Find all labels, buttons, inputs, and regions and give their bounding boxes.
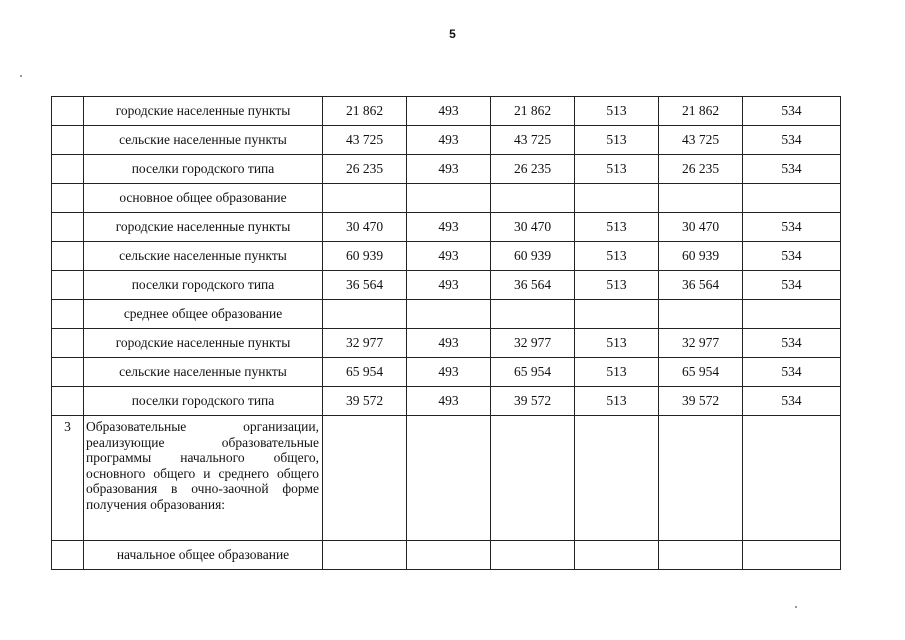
- value-cell-2: [407, 184, 491, 213]
- value-cell-4: 513: [575, 97, 659, 126]
- value-cell-5: [659, 416, 743, 541]
- row-label: городские населенные пункты: [84, 97, 323, 126]
- value-cell-3: 26 235: [491, 155, 575, 184]
- table-row: [52, 126, 841, 155]
- row-number-cell: [52, 126, 84, 155]
- value-cell-3: 65 954: [491, 358, 575, 387]
- value-cell-3: 30 470: [491, 213, 575, 242]
- value-cell-2: [407, 416, 491, 541]
- value-cell-5: 60 939: [659, 242, 743, 271]
- table-row: [52, 242, 841, 271]
- row-number-cell: [52, 329, 84, 358]
- value-cell-1: 26 235: [323, 155, 407, 184]
- row-label: сельские населенные пункты: [84, 126, 323, 155]
- section-number: 3: [52, 416, 84, 541]
- table-row: [52, 271, 841, 300]
- row-label: сельские населенные пункты: [84, 242, 323, 271]
- value-cell-5: 30 470: [659, 213, 743, 242]
- table-row: [52, 213, 841, 242]
- value-cell-6: 534: [743, 126, 841, 155]
- value-cell-3: 43 725: [491, 126, 575, 155]
- row-number-cell: [52, 271, 84, 300]
- value-cell-3: [491, 184, 575, 213]
- value-cell-1: 21 862: [323, 97, 407, 126]
- row-number-cell: [52, 541, 84, 570]
- value-cell-4: 513: [575, 387, 659, 416]
- value-cell-1: 39 572: [323, 387, 407, 416]
- table-row: [52, 358, 841, 387]
- value-cell-5: [659, 541, 743, 570]
- value-cell-1: [323, 184, 407, 213]
- value-cell-2: 493: [407, 97, 491, 126]
- value-cell-5: 36 564: [659, 271, 743, 300]
- table-row: [52, 541, 841, 570]
- row-label: поселки городского типа: [84, 271, 323, 300]
- value-cell-2: 493: [407, 387, 491, 416]
- value-cell-6: 534: [743, 97, 841, 126]
- value-cell-3: [491, 541, 575, 570]
- row-number-cell: [52, 300, 84, 329]
- value-cell-4: 513: [575, 271, 659, 300]
- value-cell-2: 493: [407, 242, 491, 271]
- value-cell-6: [743, 416, 841, 541]
- value-cell-6: [743, 541, 841, 570]
- value-cell-4: [575, 184, 659, 213]
- value-cell-4: 513: [575, 358, 659, 387]
- row-number-cell: [52, 242, 84, 271]
- value-cell-2: 493: [407, 126, 491, 155]
- table-row: [52, 329, 841, 358]
- value-cell-2: 493: [407, 358, 491, 387]
- value-cell-1: 30 470: [323, 213, 407, 242]
- value-cell-5: 32 977: [659, 329, 743, 358]
- row-number-cell: [52, 184, 84, 213]
- value-cell-3: 36 564: [491, 271, 575, 300]
- value-cell-2: 493: [407, 271, 491, 300]
- value-cell-4: 513: [575, 329, 659, 358]
- subsection-label: начальное общее образование: [84, 541, 323, 570]
- value-cell-5: 39 572: [659, 387, 743, 416]
- value-cell-5: 26 235: [659, 155, 743, 184]
- value-cell-6: 534: [743, 387, 841, 416]
- subsection-label: основное общее образование: [84, 184, 323, 213]
- value-cell-5: [659, 300, 743, 329]
- value-cell-4: 513: [575, 213, 659, 242]
- subsection-label: среднее общее образование: [84, 300, 323, 329]
- row-number-cell: [52, 358, 84, 387]
- row-number-cell: [52, 387, 84, 416]
- value-cell-4: [575, 300, 659, 329]
- row-label: сельские населенные пункты: [84, 358, 323, 387]
- table-row: [52, 97, 841, 126]
- row-number-cell: [52, 213, 84, 242]
- scan-speck: [20, 75, 22, 77]
- table-row: [52, 155, 841, 184]
- value-cell-3: 32 977: [491, 329, 575, 358]
- value-cell-1: [323, 541, 407, 570]
- value-cell-4: [575, 416, 659, 541]
- value-cell-2: [407, 300, 491, 329]
- value-cell-3: [491, 416, 575, 541]
- row-number-cell: [52, 97, 84, 126]
- value-cell-4: [575, 541, 659, 570]
- value-cell-6: 534: [743, 271, 841, 300]
- value-cell-5: 65 954: [659, 358, 743, 387]
- value-cell-2: 493: [407, 329, 491, 358]
- value-cell-1: 36 564: [323, 271, 407, 300]
- page-number: 5: [449, 27, 456, 41]
- value-cell-5: 21 862: [659, 97, 743, 126]
- value-cell-4: 513: [575, 242, 659, 271]
- value-cell-2: [407, 541, 491, 570]
- scan-speck: [795, 606, 797, 608]
- value-cell-6: 534: [743, 329, 841, 358]
- value-cell-6: 534: [743, 155, 841, 184]
- value-cell-5: [659, 184, 743, 213]
- value-cell-6: 534: [743, 213, 841, 242]
- value-cell-1: 60 939: [323, 242, 407, 271]
- value-cell-1: [323, 416, 407, 541]
- value-cell-4: 513: [575, 155, 659, 184]
- value-cell-3: 39 572: [491, 387, 575, 416]
- row-label: городские населенные пункты: [84, 329, 323, 358]
- value-cell-6: [743, 300, 841, 329]
- value-cell-4: 513: [575, 126, 659, 155]
- table-row: [52, 184, 841, 213]
- row-label: поселки городского типа: [84, 155, 323, 184]
- row-label: городские населенные пункты: [84, 213, 323, 242]
- funding-norms-table: [51, 96, 841, 570]
- value-cell-1: [323, 300, 407, 329]
- value-cell-6: 534: [743, 358, 841, 387]
- value-cell-3: 21 862: [491, 97, 575, 126]
- row-number-cell: [52, 155, 84, 184]
- value-cell-3: [491, 300, 575, 329]
- row-label: поселки городского типа: [84, 387, 323, 416]
- value-cell-1: 65 954: [323, 358, 407, 387]
- table-row: [52, 387, 841, 416]
- value-cell-6: [743, 184, 841, 213]
- value-cell-6: 534: [743, 242, 841, 271]
- section-row: [52, 416, 841, 541]
- value-cell-2: 493: [407, 155, 491, 184]
- table-row: [52, 300, 841, 329]
- value-cell-5: 43 725: [659, 126, 743, 155]
- value-cell-1: 43 725: [323, 126, 407, 155]
- value-cell-2: 493: [407, 213, 491, 242]
- value-cell-1: 32 977: [323, 329, 407, 358]
- value-cell-3: 60 939: [491, 242, 575, 271]
- section-title: Образовательные организации, реализующие образовательные программы начального общего, основного общего и среднего общего образования в очно-заочной форме получения образования:: [84, 416, 323, 541]
